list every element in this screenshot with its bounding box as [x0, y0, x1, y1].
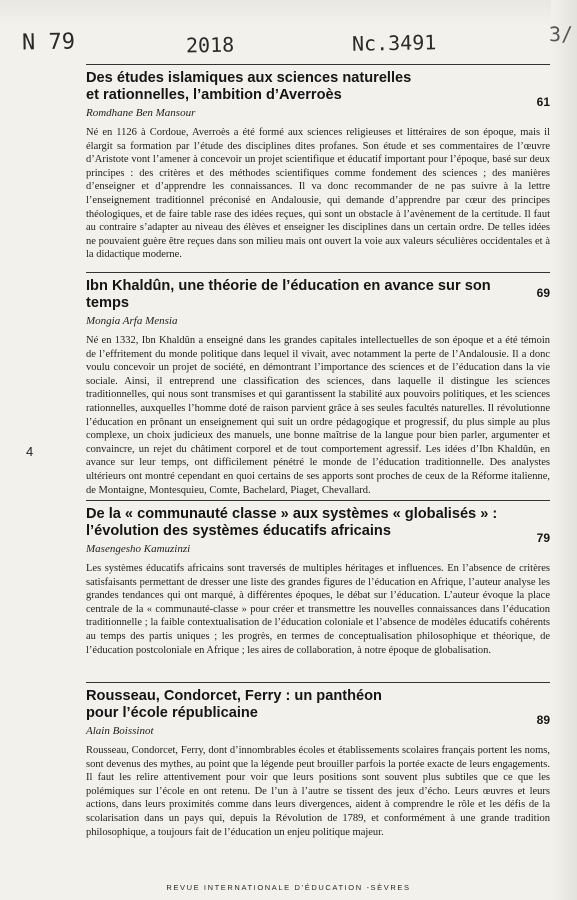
title-line: et rationnelles, l’ambition d’Averroès	[86, 87, 342, 103]
article-abstract: Les systèmes éducatifs africains sont traversés de multiples héritages et influences. En l’absence de critères satisfaisants permettant de dresser une liste des grandes figures de l’éducation en Afrique, l’auteur analyse les grandes tendances qui ont marqué, à différentes époques, le débat sur l’éducation. L’auteur évoque la place centrale de la « communauté-classe » pour créer et transmettre les nouvelles connaissances dans l’éducation traditionnelle ; la faible contextualisation de l’éducation coloniale et l’absence de modèles éducatifs cohérents au temps des partis uniques ; les progrès, en termes de conceptualisation philosophique et théorique, de l’éducation postcoloniale en Afrique ; les aires de collaboration, à notre époque de globalisation.	[86, 563, 550, 656]
article-title	[86, 506, 550, 540]
page-number: 4	[26, 444, 34, 459]
article-page-number: 61	[536, 95, 550, 109]
page-shadow-top	[0, 0, 577, 26]
handwritten-year: 2018	[185, 32, 235, 58]
title-line: pour l’école républicaine	[86, 705, 258, 721]
handwritten-catalog-number: Nc.3491	[351, 30, 437, 56]
handwritten-issue-number: N 79	[21, 29, 76, 56]
title-line: l’évolution des systèmes éducatifs africains	[86, 523, 391, 539]
page-shadow-right	[548, 0, 577, 900]
divider	[86, 500, 550, 501]
handwritten-corner-mark: 3/	[548, 21, 574, 47]
article-title	[86, 278, 550, 312]
divider	[86, 682, 550, 683]
article-author: Romdhane Ben Mansour	[86, 107, 196, 119]
article-author: Masengesho Kamuzinzi	[86, 543, 191, 555]
title-line: Ibn Khaldûn, une théorie de l’éducation en avance sur son temps	[86, 278, 491, 311]
article-title	[86, 70, 550, 104]
article-header	[86, 278, 550, 312]
article-page-number: 69	[536, 286, 550, 300]
article-african-education	[86, 500, 550, 657]
title-line: De la « communauté classe » aux systèmes « globalisés » :	[86, 506, 498, 522]
article-header	[86, 688, 550, 727]
article-header	[86, 70, 550, 109]
article-abstract: Né en 1332, Ibn Khaldûn a enseigné dans les grandes capitales intellectuelles de son époque et a été témoin de l’effritement du monde politique dans lequel il vivait, avec notamment la perte de l’Andalousie. Il a donc voulu concevoir un projet de société, en démontrant l’importance des sciences et de l’éducation dans la vie sociale. Ainsi, il entreprend une classification des sciences, dans laquelle il distingue les sciences traditionnelles, qui nous sont transmises et qui garantissent la stabilité aux pouvoirs politiques, et les sciences rationnelles, auxquelles l’homme doté de raison parvient grâce à ses seules facultés naturelles. Il révolutionne l’éducation en prônant un enseignement qui suit un ordre pédagogique et progressif, du plus simple au plus complexe, un choix judicieux des manuels, une bonne maîtrise de la langue pour bien parler, argumenter et convaincre, un rejet du châtiment corporel et de tout comportement agressif. Les idées d’Ibn Khaldûn, en avance sur leur temps, ont difficilement pénétré le monde de l’éducation traditionnelle. Des analystes ultérieurs ont montré cependant en quoi certains de ses apports sont proches de ceux de la Réforme italienne, de Montaigne, Montesquieu, Comte, Bachelard, Piaget, Chevallard.	[86, 335, 550, 496]
article-author: Alain Boissinot	[86, 725, 154, 737]
journal-footer: REVUE INTERNATIONALE D’ÉDUCATION -SÈVRES	[166, 883, 411, 892]
divider	[86, 272, 550, 273]
article-abstract: Rousseau, Condorcet, Ferry, dont d’innombrables écoles et établissements scolaires français portent les noms, sont devenus des mythes, au point que la légende peut brouiller parfois la portée exacte de leurs engagements. Il faut les relire attentivement pour voir que leurs positions sont souvent plus subtiles que ce que les polémiques sur l’école en ont retenu. De l’un à l’autre se tissent des jeux d’écho. Leurs œuvres et leurs actions, dans leurs proximités comme dans leurs divergences, aident à comprendre le rôle et les défis de la scolarisation dans un pays qui, depuis la Révolution de 1789, et conformément à une grande tradition philosophique, a toujours fait de l’éducation un enjeu politique majeur.	[86, 745, 550, 838]
article-page-number: 79	[536, 531, 550, 545]
article-header	[86, 506, 550, 545]
article-title	[86, 688, 550, 722]
article-averroes	[86, 64, 550, 262]
article-abstract: Né en 1126 à Cordoue, Averroès a été formé aux sciences religieuses et littéraires de son époque, mais il élargit sa formation par l’étude des disciplines dites profanes. Son étude et ses commentaires de l’œuvre d’Aristote vont l’amener à concevoir un projet scientifique et éducatif important pour l’époque, basé sur deux principes : des critères et des méthodes scientifiques comme fondement des sciences ; des manières d’enseigner et d’apprendre les connaissances. Il va donc recommander de ne pas suivre à la lettre l’enseignement traditionnel préconisé en Andalousie, qui demande d’apprendre par cœur des principes théologiques, et de faire table rase des idées reçues, qui sont un obstacle à l’avènement de la certitude. Il faut au contraire s’adapter au niveau des élèves et enseigner les disciplines dans un certain ordre. De telles idées ne pouvaient guère être reçues dans son milieu mais ont ouvert la voie aux valeurs séculières occidentales et à la didactique moderne.	[86, 127, 550, 261]
article-ibn-khaldun	[86, 272, 550, 497]
title-line: Des études islamiques aux sciences naturelles	[86, 70, 412, 86]
article-rousseau-condorcet-ferry	[86, 682, 550, 839]
article-page-number: 89	[536, 713, 550, 727]
divider	[86, 64, 550, 65]
article-author: Mongia Arfa Mensia	[86, 315, 178, 327]
title-line: Rousseau, Condorcet, Ferry : un panthéon	[86, 688, 382, 704]
